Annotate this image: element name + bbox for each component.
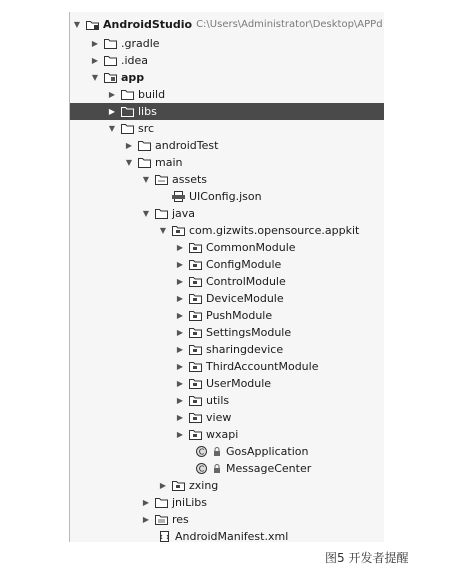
tree-item-commonmodule[interactable]: [70, 239, 384, 256]
collapsed-arrow-icon[interactable]: ▶: [176, 260, 184, 269]
tree-item-label: view: [206, 411, 232, 424]
tree-item-label: jniLibs: [172, 496, 207, 509]
folder-icon: [155, 174, 168, 185]
svg-text:C: C: [198, 464, 205, 474]
tree-item-label: androidTest: [155, 139, 219, 152]
collapsed-arrow-icon[interactable]: ▶: [176, 277, 184, 286]
collapsed-arrow-icon[interactable]: ▶: [176, 294, 184, 303]
tree-item-label: AndroidManifest.xml: [175, 530, 289, 542]
tree-item-label: AndroidStudio: [103, 18, 193, 31]
tree-item-label: res: [172, 513, 189, 526]
tree-item-src[interactable]: [70, 120, 384, 137]
collapsed-arrow-icon[interactable]: ▶: [125, 141, 133, 150]
tree-item-pushmodule[interactable]: [70, 307, 384, 324]
tree-item-assets[interactable]: [70, 171, 384, 188]
collapsed-arrow-icon[interactable]: ▶: [142, 498, 150, 507]
expand-arrow-icon[interactable]: ▼: [159, 226, 167, 235]
expand-arrow-icon[interactable]: ▼: [142, 209, 150, 218]
figure-caption: 图5 开发者提醒: [325, 551, 409, 565]
tree-item-root[interactable]: [70, 16, 384, 33]
json-file-icon: [172, 191, 185, 202]
package-icon: [189, 429, 202, 440]
xml-file-icon: [158, 531, 171, 542]
folder-icon: [104, 55, 117, 66]
tree-item-settingsmodule[interactable]: [70, 324, 384, 341]
svg-text:C: C: [198, 447, 205, 457]
tree-item-label: wxapi: [206, 428, 239, 441]
expand-arrow-icon[interactable]: ▼: [125, 158, 133, 167]
source-folder-icon: [155, 208, 168, 219]
collapsed-arrow-icon[interactable]: ▶: [108, 90, 116, 99]
tree-item-gradle[interactable]: [70, 35, 384, 52]
collapsed-arrow-icon[interactable]: ▶: [176, 362, 184, 371]
lock-icon: [213, 463, 221, 474]
tree-item-label: main: [155, 156, 183, 169]
tree-item-configmodule[interactable]: [70, 256, 384, 273]
tree-item-idea[interactable]: [70, 52, 384, 69]
package-icon: [172, 225, 185, 236]
tree-item-label: DeviceModule: [206, 292, 284, 305]
collapsed-arrow-icon[interactable]: ▶: [176, 243, 184, 252]
project-tree-panel: [69, 12, 384, 542]
tree-item-label: .gradle: [121, 37, 160, 50]
collapsed-arrow-icon[interactable]: ▶: [176, 328, 184, 337]
tree-item-label: com.gizwits.opensource.appkit: [189, 224, 360, 237]
tree-item-uiconfig[interactable]: [70, 188, 384, 205]
collapsed-arrow-icon[interactable]: ▶: [176, 379, 184, 388]
collapsed-arrow-icon[interactable]: ▶: [176, 396, 184, 405]
tree-item-label: UIConfig.json: [189, 190, 262, 203]
tree-item-devicemodule[interactable]: [70, 290, 384, 307]
class-icon: [196, 463, 209, 474]
collapsed-arrow-icon[interactable]: ▶: [159, 481, 167, 490]
folder-icon: [121, 89, 134, 100]
expand-arrow-icon[interactable]: ▼: [91, 73, 99, 82]
tree-item-label: GosApplication: [226, 445, 309, 458]
package-icon: [189, 242, 202, 253]
tree-item-sharingdevice[interactable]: [70, 341, 384, 358]
expand-arrow-icon[interactable]: ▼: [142, 175, 150, 184]
tree-item-gosapplication[interactable]: [70, 443, 384, 460]
collapsed-arrow-icon[interactable]: ▶: [91, 56, 99, 65]
tree-item-label: ControlModule: [206, 275, 286, 288]
collapsed-arrow-icon[interactable]: ▶: [176, 430, 184, 439]
tree-item-java[interactable]: [70, 205, 384, 222]
tree-item-label: CommonModule: [206, 241, 296, 254]
package-icon: [189, 344, 202, 355]
collapsed-arrow-icon[interactable]: ▶: [176, 345, 184, 354]
project-path: C:\Users\Administrator\Desktop\APPd: [196, 19, 383, 30]
expand-arrow-icon[interactable]: ▼: [73, 20, 81, 29]
collapsed-arrow-icon[interactable]: ▶: [176, 413, 184, 422]
tree-item-label: ThirdAccountModule: [206, 360, 319, 373]
tree-item-root-package[interactable]: [70, 222, 384, 239]
tree-item-libs[interactable]: [70, 103, 384, 120]
tree-item-label: app: [121, 71, 145, 84]
tree-item-wxapi[interactable]: [70, 426, 384, 443]
collapsed-arrow-icon[interactable]: ▶: [91, 39, 99, 48]
tree-item-label: utils: [206, 394, 230, 407]
tree-item-res[interactable]: [70, 511, 384, 528]
tree-item-label: SettingsModule: [206, 326, 292, 339]
package-icon: [189, 412, 202, 423]
tree-item-label: java: [172, 207, 196, 220]
tree-item-label: MessageCenter: [226, 462, 312, 475]
package-icon: [189, 259, 202, 270]
tree-item-androidmanifest[interactable]: [70, 528, 384, 542]
folder-icon: [138, 140, 151, 151]
package-icon: [189, 395, 202, 406]
collapsed-arrow-icon[interactable]: ▶: [108, 107, 116, 116]
tree-item-jnilibs[interactable]: [70, 494, 384, 511]
folder-icon: [121, 106, 134, 117]
tree-item-utils[interactable]: [70, 392, 384, 409]
tree-item-view[interactable]: [70, 409, 384, 426]
expand-arrow-icon[interactable]: ▼: [108, 124, 116, 133]
tree-item-zxing[interactable]: [70, 477, 384, 494]
tree-item-label: .idea: [121, 54, 149, 67]
collapsed-arrow-icon[interactable]: ▶: [176, 311, 184, 320]
tree-item-app[interactable]: [70, 69, 384, 86]
tree-item-usermodule[interactable]: [70, 375, 384, 392]
project-folder-icon: [86, 19, 99, 30]
package-icon: [189, 276, 202, 287]
package-icon: [189, 293, 202, 304]
tree-item-label: sharingdevice: [206, 343, 284, 356]
tree-item-build[interactable]: [70, 86, 384, 103]
tree-item-label: src: [138, 122, 155, 135]
tree-item-label: ConfigModule: [206, 258, 282, 271]
folder-icon: [155, 497, 168, 508]
lock-icon: [213, 446, 221, 457]
tree-item-androidtest[interactable]: [70, 137, 384, 154]
package-icon: [189, 378, 202, 389]
tree-item-label: UserModule: [206, 377, 272, 390]
class-icon: [196, 446, 209, 457]
folder-icon: [121, 123, 134, 134]
package-icon: [189, 361, 202, 372]
tree-item-thirdaccountmodule[interactable]: [70, 358, 384, 375]
tree-item-controlmodule[interactable]: [70, 273, 384, 290]
tree-item-label: assets: [172, 173, 208, 186]
tree-item-label: zxing: [189, 479, 219, 492]
resource-folder-icon: [155, 514, 168, 525]
folder-icon: [104, 38, 117, 49]
tree-item-label: libs: [138, 105, 157, 118]
collapsed-arrow-icon[interactable]: ▶: [142, 515, 150, 524]
tree-item-messagecenter[interactable]: [70, 460, 384, 477]
module-folder-icon: [104, 72, 117, 83]
package-icon: [172, 480, 185, 491]
package-icon: [189, 310, 202, 321]
package-icon: [189, 327, 202, 338]
tree-item-label: build: [138, 88, 166, 101]
folder-icon: [138, 157, 151, 168]
tree-item-label: PushModule: [206, 309, 273, 322]
tree-item-main[interactable]: [70, 154, 384, 171]
